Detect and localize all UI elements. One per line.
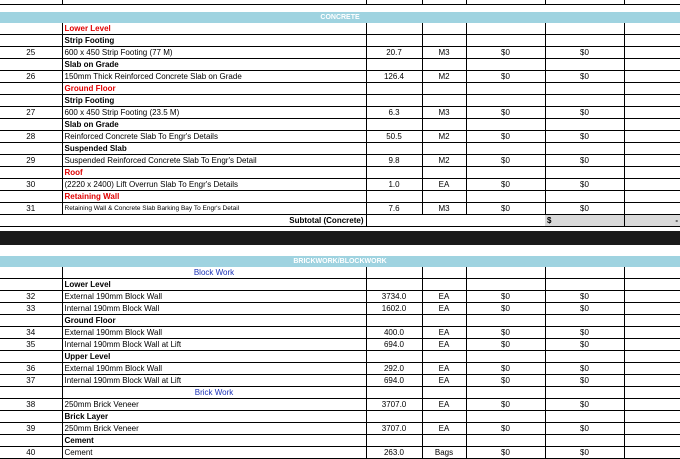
item-description: Suspended Reinforced Concrete Slab To Engr's Detail xyxy=(62,155,366,167)
group-heading: Block Work xyxy=(62,267,366,279)
concrete-table xyxy=(0,12,680,227)
item-quantity: 3707.0 xyxy=(366,423,422,435)
row-number-empty xyxy=(0,191,62,203)
empty-cell xyxy=(466,267,545,279)
empty-cell xyxy=(624,267,680,279)
empty-cell xyxy=(422,59,466,71)
section-heading: Roof xyxy=(62,167,366,179)
item-rate: $0 xyxy=(466,399,545,411)
empty-cell xyxy=(366,95,422,107)
item-quantity: 694.0 xyxy=(366,339,422,351)
subtotal-currency: $ xyxy=(545,215,624,227)
sub-heading-row xyxy=(0,411,680,423)
row-number-empty xyxy=(0,411,62,423)
item-quantity: 9.8 xyxy=(366,155,422,167)
empty-cell xyxy=(366,83,422,95)
item-amount: $0 xyxy=(545,375,624,387)
item-description: External 190mm Block Wall xyxy=(62,327,366,339)
empty-cell xyxy=(545,351,624,363)
group-heading-row xyxy=(0,387,680,399)
item-quantity: 3734.0 xyxy=(366,291,422,303)
concrete-subtotal-row xyxy=(0,215,680,227)
sub-heading: Suspended Slab xyxy=(62,143,366,155)
row-number-empty xyxy=(0,167,62,179)
table-row xyxy=(0,447,680,459)
sub-heading: Strip Footing xyxy=(62,35,366,47)
table-row xyxy=(0,423,680,435)
empty-cell xyxy=(624,279,680,291)
empty-cell xyxy=(545,23,624,35)
empty-cell xyxy=(466,35,545,47)
item-extra xyxy=(624,399,680,411)
item-rate: $0 xyxy=(466,375,545,387)
item-quantity: 6.3 xyxy=(366,107,422,119)
empty-cell xyxy=(545,167,624,179)
empty-cell xyxy=(422,435,466,447)
row-number-empty xyxy=(0,83,62,95)
row-number-empty xyxy=(0,143,62,155)
item-rate: $0 xyxy=(466,447,545,459)
sub-heading-row xyxy=(0,35,680,47)
sub-heading-row xyxy=(0,279,680,291)
table-row xyxy=(0,107,680,119)
sub-heading: Upper Level xyxy=(62,351,366,363)
row-number-empty xyxy=(0,35,62,47)
item-amount: $0 xyxy=(545,447,624,459)
item-rate: $0 xyxy=(466,423,545,435)
item-quantity: 7.6 xyxy=(366,203,422,215)
empty-cell xyxy=(422,315,466,327)
sub-heading-row xyxy=(0,59,680,71)
empty-cell xyxy=(466,143,545,155)
empty-cell xyxy=(545,315,624,327)
item-amount: $0 xyxy=(545,179,624,191)
section-heading-row xyxy=(0,23,680,35)
empty-cell xyxy=(545,83,624,95)
sub-heading: Brick Layer xyxy=(62,411,366,423)
concrete-header: CONCRETE xyxy=(0,12,680,23)
item-unit: EA xyxy=(422,291,466,303)
item-number: 28 xyxy=(0,131,62,143)
empty-cell xyxy=(366,59,422,71)
item-number: 26 xyxy=(0,71,62,83)
empty-cell xyxy=(466,315,545,327)
section-heading: Lower Level xyxy=(62,23,366,35)
item-description: 250mm Brick Veneer xyxy=(62,423,366,435)
item-unit: EA xyxy=(422,303,466,315)
table-row xyxy=(0,375,680,387)
item-number: 40 xyxy=(0,447,62,459)
empty-cell xyxy=(366,23,422,35)
table-row xyxy=(0,303,680,315)
item-extra xyxy=(624,107,680,119)
item-rate: $0 xyxy=(466,339,545,351)
empty-cell xyxy=(624,119,680,131)
item-extra xyxy=(624,363,680,375)
empty-cell xyxy=(422,191,466,203)
item-amount: $0 xyxy=(545,71,624,83)
sub-heading: Ground Floor xyxy=(62,315,366,327)
empty-cell xyxy=(466,23,545,35)
item-quantity: 126.4 xyxy=(366,71,422,83)
empty-cell xyxy=(624,35,680,47)
concrete-section xyxy=(0,12,680,227)
item-description: (2220 x 2400) Lift Overrun Slab To Engr's Details xyxy=(62,179,366,191)
empty-cell xyxy=(545,119,624,131)
empty-cell xyxy=(366,387,422,399)
item-rate: $0 xyxy=(466,179,545,191)
item-number: 35 xyxy=(0,339,62,351)
item-unit: EA xyxy=(422,363,466,375)
row-number-empty xyxy=(0,351,62,363)
section-heading: Retaining Wall xyxy=(62,191,366,203)
item-unit: EA xyxy=(422,375,466,387)
item-description: Internal 190mm Block Wall at Lift xyxy=(62,375,366,387)
item-amount: $0 xyxy=(545,155,624,167)
empty-cell xyxy=(466,95,545,107)
item-unit: M3 xyxy=(422,203,466,215)
item-number: 27 xyxy=(0,107,62,119)
empty-cell xyxy=(366,411,422,423)
section-heading: Ground Floor xyxy=(62,83,366,95)
item-rate: $0 xyxy=(466,303,545,315)
item-amount: $0 xyxy=(545,107,624,119)
item-description: Cement xyxy=(62,447,366,459)
empty-cell xyxy=(366,435,422,447)
empty-cell xyxy=(545,35,624,47)
group-heading: Brick Work xyxy=(62,387,366,399)
item-quantity: 3707.0 xyxy=(366,399,422,411)
row-number-empty xyxy=(0,95,62,107)
subtotal-label: Subtotal (Concrete) xyxy=(62,215,366,227)
table-row xyxy=(0,363,680,375)
row-number-empty xyxy=(0,387,62,399)
item-rate: $0 xyxy=(466,291,545,303)
empty-cell xyxy=(545,387,624,399)
empty-cell xyxy=(624,83,680,95)
table-row xyxy=(0,327,680,339)
empty-cell xyxy=(624,435,680,447)
item-extra xyxy=(624,423,680,435)
empty-cell xyxy=(422,23,466,35)
table-row xyxy=(0,71,680,83)
item-amount: $0 xyxy=(545,327,624,339)
section-divider xyxy=(0,231,680,245)
item-description: External 190mm Block Wall xyxy=(62,363,366,375)
item-description: 150mm Thick Reinforced Concrete Slab on Grade xyxy=(62,71,366,83)
empty-cell xyxy=(366,267,422,279)
empty-cell xyxy=(466,83,545,95)
row-number-empty xyxy=(0,435,62,447)
item-unit: Bags xyxy=(422,447,466,459)
item-extra xyxy=(624,339,680,351)
item-amount: $0 xyxy=(545,399,624,411)
item-amount: $0 xyxy=(545,47,624,59)
item-description: 600 x 450 Strip Footing (77 M) xyxy=(62,47,366,59)
item-number: 39 xyxy=(0,423,62,435)
brickwork-section xyxy=(0,256,680,459)
empty-cell xyxy=(624,191,680,203)
item-number: 29 xyxy=(0,155,62,167)
empty-cell xyxy=(545,95,624,107)
empty-cell xyxy=(624,59,680,71)
table-row xyxy=(0,155,680,167)
item-quantity: 50.5 xyxy=(366,131,422,143)
empty-cell xyxy=(422,35,466,47)
item-unit: EA xyxy=(422,179,466,191)
row-number-empty xyxy=(0,315,62,327)
item-description: Internal 190mm Block Wall at Lift xyxy=(62,339,366,351)
empty-cell xyxy=(366,279,422,291)
section-heading-row xyxy=(0,167,680,179)
item-extra xyxy=(624,327,680,339)
item-description: 250mm Brick Veneer xyxy=(62,399,366,411)
empty-cell xyxy=(624,411,680,423)
empty-cell xyxy=(466,387,545,399)
item-rate: $0 xyxy=(466,155,545,167)
sub-heading: Cement xyxy=(62,435,366,447)
item-number: 37 xyxy=(0,375,62,387)
brickwork-header-row xyxy=(0,256,680,267)
item-quantity: 20.7 xyxy=(366,47,422,59)
empty-cell xyxy=(545,435,624,447)
sub-heading-row xyxy=(0,95,680,107)
empty-cell xyxy=(422,351,466,363)
empty-cell xyxy=(624,23,680,35)
empty-cell xyxy=(624,315,680,327)
item-rate: $0 xyxy=(466,131,545,143)
table-row xyxy=(0,179,680,191)
item-quantity: 694.0 xyxy=(366,375,422,387)
empty-cell xyxy=(466,191,545,203)
sub-heading-row xyxy=(0,435,680,447)
empty-cell xyxy=(466,411,545,423)
empty-cell xyxy=(366,351,422,363)
item-unit: M3 xyxy=(422,47,466,59)
item-number: 38 xyxy=(0,399,62,411)
item-quantity: 263.0 xyxy=(366,447,422,459)
item-number: 31 xyxy=(0,203,62,215)
empty-cell xyxy=(545,267,624,279)
empty-cell xyxy=(466,351,545,363)
sub-heading-row xyxy=(0,119,680,131)
row-number-empty xyxy=(0,119,62,131)
table-row xyxy=(0,131,680,143)
item-unit: M2 xyxy=(422,155,466,167)
row-number-empty xyxy=(0,59,62,71)
empty-cell xyxy=(624,143,680,155)
subtotal-value: - xyxy=(624,215,680,227)
concrete-header-row xyxy=(0,12,680,23)
empty-cell xyxy=(422,167,466,179)
item-extra xyxy=(624,291,680,303)
empty-cell xyxy=(466,435,545,447)
empty-cell xyxy=(366,167,422,179)
empty-cell xyxy=(466,119,545,131)
item-extra xyxy=(624,375,680,387)
sub-heading-row xyxy=(0,351,680,363)
empty-cell xyxy=(366,191,422,203)
item-rate: $0 xyxy=(466,363,545,375)
item-unit: EA xyxy=(422,399,466,411)
item-quantity: 1.0 xyxy=(366,179,422,191)
empty-cell xyxy=(545,59,624,71)
table-row xyxy=(0,291,680,303)
empty-cell xyxy=(545,143,624,155)
empty-cell xyxy=(624,95,680,107)
item-quantity: 292.0 xyxy=(366,363,422,375)
empty-cell xyxy=(422,387,466,399)
item-extra xyxy=(624,131,680,143)
item-rate: $0 xyxy=(466,47,545,59)
item-rate: $0 xyxy=(466,71,545,83)
item-extra xyxy=(624,203,680,215)
item-unit: EA xyxy=(422,327,466,339)
item-amount: $0 xyxy=(545,339,624,351)
item-description: Internal 190mm Block Wall xyxy=(62,303,366,315)
item-number: 33 xyxy=(0,303,62,315)
item-amount: $0 xyxy=(545,131,624,143)
item-extra xyxy=(624,47,680,59)
table-row xyxy=(0,399,680,411)
brickwork-header: BRICKWORK/BLOCKWORK xyxy=(0,256,680,267)
table-row xyxy=(0,47,680,59)
item-description: External 190mm Block Wall xyxy=(62,291,366,303)
empty-cell xyxy=(422,119,466,131)
item-amount: $0 xyxy=(545,423,624,435)
row-number-empty xyxy=(0,267,62,279)
empty-cell xyxy=(466,167,545,179)
empty-cell xyxy=(422,279,466,291)
item-rate: $0 xyxy=(466,107,545,119)
sub-heading-row xyxy=(0,143,680,155)
empty-cell xyxy=(624,351,680,363)
item-amount: $0 xyxy=(545,291,624,303)
empty-cell xyxy=(422,95,466,107)
item-number: 30 xyxy=(0,179,62,191)
sub-heading: Slab on Grade xyxy=(62,119,366,131)
item-description: Retaining Wall & Concrete Slab Barking Bay To Engr's Detail xyxy=(62,203,366,215)
empty-cell xyxy=(422,83,466,95)
empty-cell xyxy=(366,315,422,327)
item-number: 34 xyxy=(0,327,62,339)
empty-cell xyxy=(422,411,466,423)
sub-heading: Lower Level xyxy=(62,279,366,291)
item-amount: $0 xyxy=(545,363,624,375)
empty-cell xyxy=(624,387,680,399)
row-number-empty xyxy=(0,23,62,35)
brickwork-table xyxy=(0,256,680,459)
item-extra xyxy=(624,447,680,459)
top-partial-row xyxy=(0,0,680,5)
item-unit: M2 xyxy=(422,71,466,83)
empty-cell xyxy=(545,411,624,423)
item-number: 32 xyxy=(0,291,62,303)
row-number-empty xyxy=(0,279,62,291)
section-heading-row xyxy=(0,83,680,95)
item-rate: $0 xyxy=(466,327,545,339)
table-row xyxy=(0,339,680,351)
group-heading-row xyxy=(0,267,680,279)
section-heading-row xyxy=(0,191,680,203)
item-unit: M2 xyxy=(422,131,466,143)
item-quantity: 400.0 xyxy=(366,327,422,339)
empty-cell xyxy=(422,267,466,279)
item-unit: EA xyxy=(422,423,466,435)
empty-cell xyxy=(624,167,680,179)
empty-cell xyxy=(466,59,545,71)
empty-cell xyxy=(545,191,624,203)
item-description: 600 x 450 Strip Footing (23.5 M) xyxy=(62,107,366,119)
empty-cell xyxy=(366,143,422,155)
empty-cell xyxy=(422,143,466,155)
item-extra xyxy=(624,71,680,83)
sub-heading: Strip Footing xyxy=(62,95,366,107)
empty-cell xyxy=(545,279,624,291)
empty-cell xyxy=(366,119,422,131)
item-unit: M3 xyxy=(422,107,466,119)
item-extra xyxy=(624,155,680,167)
item-extra xyxy=(624,303,680,315)
item-number: 36 xyxy=(0,363,62,375)
item-amount: $0 xyxy=(545,303,624,315)
empty-cell xyxy=(466,279,545,291)
empty-cell xyxy=(366,35,422,47)
item-number: 25 xyxy=(0,47,62,59)
sub-heading: Slab on Grade xyxy=(62,59,366,71)
item-description: Reinforced Concrete Slab To Engr's Details xyxy=(62,131,366,143)
item-rate: $0 xyxy=(466,203,545,215)
table-row xyxy=(0,203,680,215)
sub-heading-row xyxy=(0,315,680,327)
item-quantity: 1602.0 xyxy=(366,303,422,315)
item-amount: $0 xyxy=(545,203,624,215)
item-unit: EA xyxy=(422,339,466,351)
item-extra xyxy=(624,179,680,191)
